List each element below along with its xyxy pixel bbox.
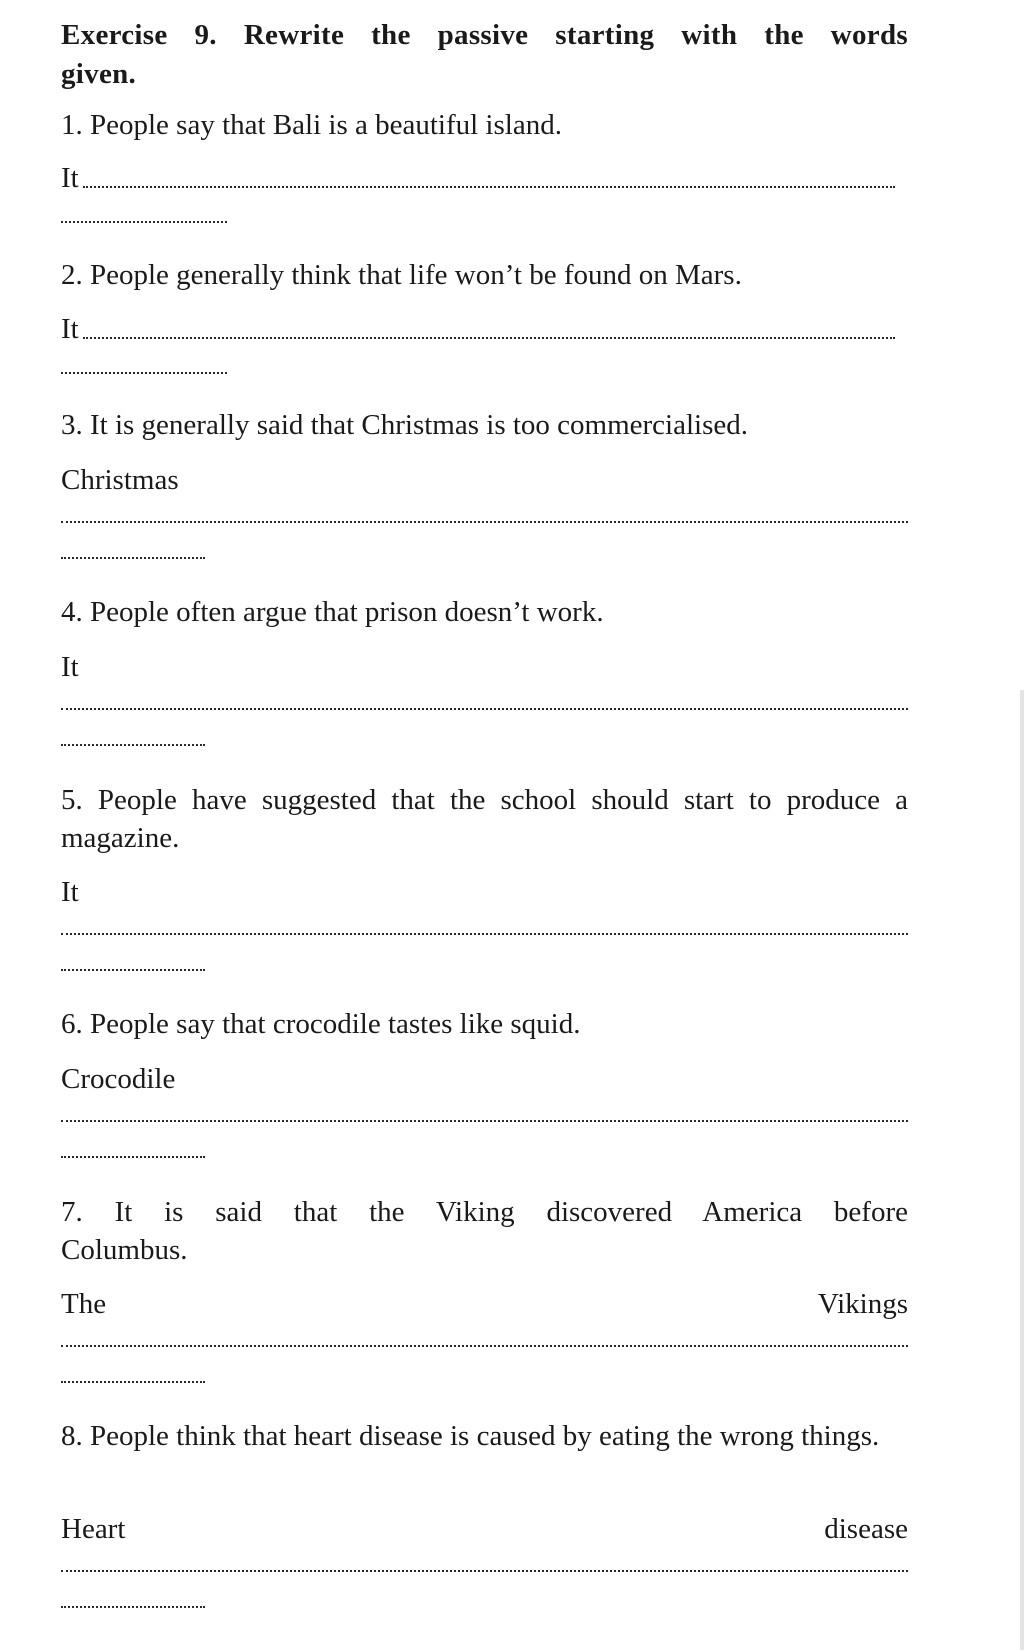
question-8: 8. People think that heart disease is caused by eating the wrong things. (61, 1420, 880, 1452)
question-7-start (61, 1285, 908, 1323)
question-6: 6. People say that crocodile tastes like squid. (61, 1008, 581, 1040)
question-8-start (61, 1510, 908, 1548)
answer-line-8b[interactable] (61, 1606, 205, 1608)
question-2: 2. People generally think that life won’t be found on Mars. (61, 259, 742, 291)
answer-line-1b[interactable] (61, 221, 227, 223)
answer-line-1a[interactable] (83, 186, 895, 188)
answer-line-3b[interactable] (61, 557, 205, 559)
answer-line-5a[interactable] (61, 933, 908, 935)
answer-line-2a[interactable] (83, 337, 895, 339)
question-5-start: It (61, 876, 79, 908)
question-2-start: It (61, 313, 79, 345)
question-7-start-left: The (61, 1288, 107, 1320)
answer-line-3a[interactable] (61, 521, 908, 523)
answer-line-8a[interactable] (61, 1570, 908, 1572)
question-3-start: Christmas (61, 464, 179, 496)
question-7: 7. It is said that the Viking discovered America before Columbus. (61, 1196, 908, 1266)
question-8-start-right: disease (824, 1513, 908, 1545)
question-5: 5. People have suggested that the school should start to produce a magazine. (61, 784, 908, 854)
question-4: 4. People often argue that prison doesn’t work. (61, 596, 604, 628)
answer-line-6b[interactable] (61, 1156, 205, 1158)
question-4-start: It (61, 651, 79, 683)
scan-edge-shadow (1020, 690, 1024, 1650)
answer-line-2b[interactable] (61, 372, 227, 374)
question-1-start: It (61, 162, 79, 194)
question-3: 3. It is generally said that Christmas is too commercialised. (61, 409, 748, 441)
answer-line-4b[interactable] (61, 744, 205, 746)
question-1: 1. People say that Bali is a beautiful island. (61, 109, 562, 141)
exercise-title: Exercise 9. Rewrite the passive starting with the words given. (61, 19, 908, 90)
answer-line-7a[interactable] (61, 1345, 908, 1347)
question-8-start-left: Heart (61, 1513, 126, 1545)
question-7-start-right: Vikings (817, 1288, 908, 1320)
answer-line-4a[interactable] (61, 708, 908, 710)
answer-line-5b[interactable] (61, 969, 205, 971)
question-6-start: Crocodile (61, 1063, 176, 1095)
answer-line-7b[interactable] (61, 1381, 205, 1383)
answer-line-6a[interactable] (61, 1120, 908, 1122)
